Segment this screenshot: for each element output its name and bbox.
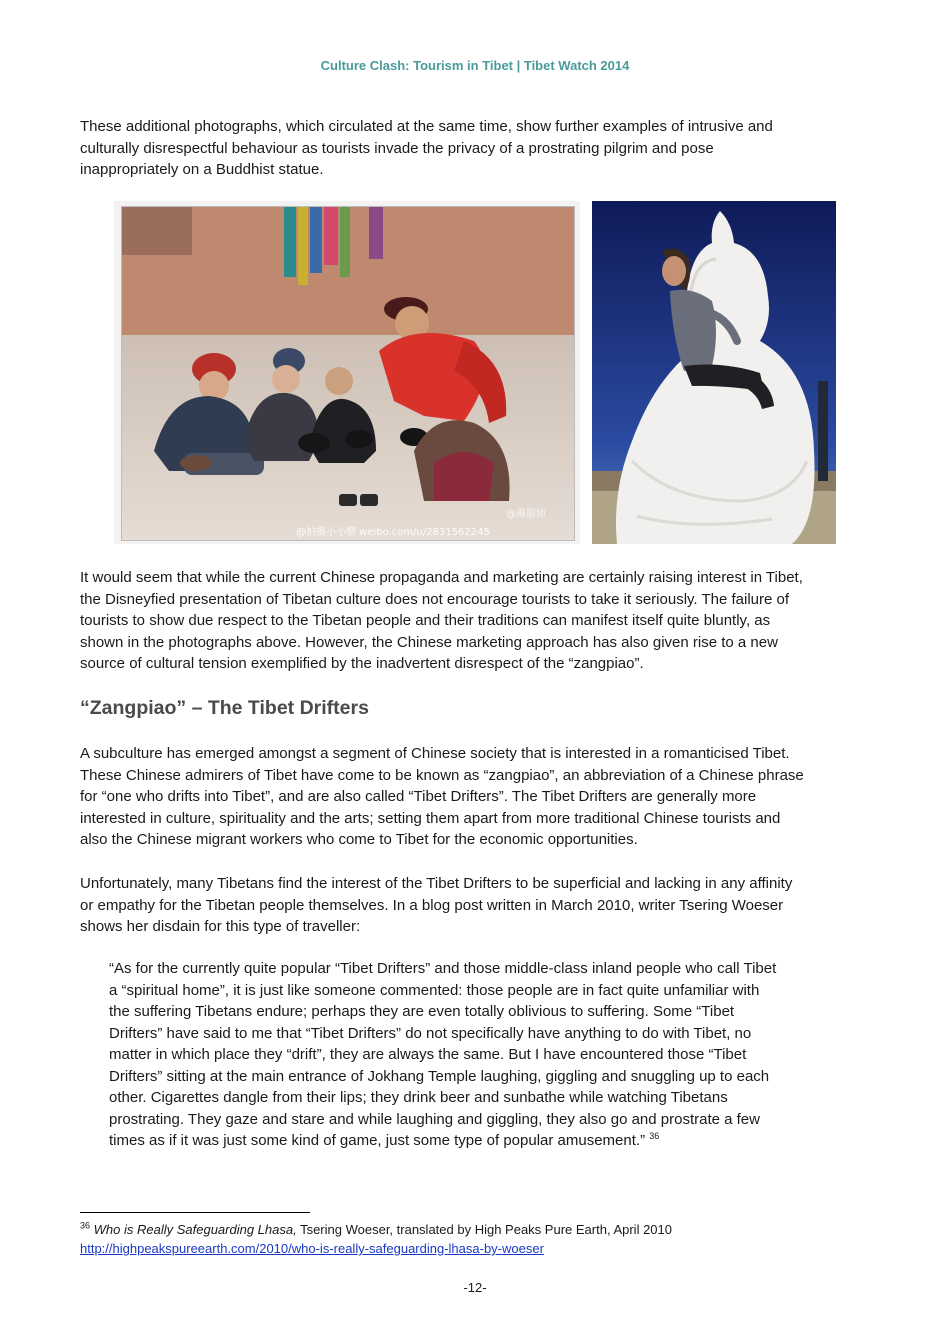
- footnote-title: Who is Really Safeguarding Lhasa,: [93, 1222, 297, 1237]
- text-line: source of cultural tension exemplified by the inadvertent disrespect of the “zangpiao”.: [80, 655, 644, 672]
- photo-watermark-2: @摄影师: [506, 509, 546, 520]
- text-line: inappropriately on a Buddhist statue.: [80, 161, 324, 178]
- quote-line: other. Cigarettes dangle from their lips; they drink beer and sunbathe while watching Tibetans: [109, 1089, 728, 1106]
- quote-line: a “spiritual home”, it is just like someone commented: those people are in fact quite unfamiliar with: [109, 981, 760, 999]
- photo-tourist-on-statue: [592, 201, 836, 544]
- text-line: These Chinese admirers of Tibet have come to be known as “zangpiao”, an abbreviation of a Chinese phrase: [80, 766, 804, 784]
- photo-tourists-pilgrim: [114, 201, 580, 544]
- paragraph-propaganda: [80, 567, 870, 675]
- quote-line: [109, 1130, 870, 1152]
- block-quote: [109, 958, 870, 1152]
- text-line: the Disneyfied presentation of Tibetan culture does not encourage tourists to take it seriously. The failure of: [80, 590, 790, 608]
- footnote-citation: [80, 1220, 672, 1239]
- text-line: for “one who drifts into Tibet”, and are also called “Tibet Drifters”. The Tibet Drifters are generally more: [80, 788, 757, 805]
- quote-line: Drifters” have said to me that “Tibet Drifters” do not specifically have anything to do with Tibet, no: [109, 1024, 752, 1042]
- footnote-number: 36: [80, 1220, 91, 1231]
- paragraph-unfortunately: [80, 873, 870, 938]
- paragraph-intro: [80, 116, 870, 181]
- quote-line: matter in which place they “drift”, they are always the same. But I have encountered those “Tibet: [109, 1046, 747, 1063]
- quote-last-text: times as if it was just some kind of game, just some type of popular amusement.”: [109, 1132, 646, 1149]
- text-line: interested in culture, spirituality and the arts; setting them apart from more traditional Chinese tourists and: [80, 809, 781, 827]
- footnote: [80, 1220, 672, 1258]
- paragraph-subculture: [80, 743, 870, 851]
- text-line: These additional photographs, which circulated at the same time, show further examples of intrusive and: [80, 118, 773, 135]
- footnote-reference: 36: [649, 1131, 660, 1141]
- running-header: Culture Clash: Tourism in Tibet | Tibet Watch 2014: [320, 58, 630, 73]
- quote-line: the suffering Tibetans endure; perhaps they are even totally oblivious to suffering. Some “Tibet: [109, 1003, 735, 1020]
- quote-line: prostrating. They gaze and stare and while laughing and giggling, they also go and prostrate a few: [109, 1110, 760, 1128]
- footnote-divider: [80, 1212, 310, 1213]
- text-line: or empathy for the Tibetan people themselves. In a blog post written in March 2010, writer Tsering Woeser: [80, 896, 784, 914]
- text-line: It would seem that while the current Chinese propaganda and marketing are certainly raising interest in Tibet,: [80, 569, 803, 586]
- footnote-detail: Tsering Woeser, translated by High Peaks Pure Earth, April 2010: [296, 1222, 672, 1237]
- text-line: culturally disrespectful behaviour as tourists invade the privacy of a prostrating pilgrim and pose: [80, 139, 714, 157]
- text-line: shows her disdain for this type of traveller:: [80, 918, 361, 935]
- page-number: -12-: [463, 1280, 487, 1295]
- section-heading: “Zangpiao” – The Tibet Drifters: [80, 697, 369, 719]
- photo-watermark: @拍摄小小僧 weibo.com/u/2831562245: [296, 527, 490, 538]
- quote-line: “As for the currently quite popular “Tibet Drifters” and those middle-class inland people who call Tibet: [109, 960, 777, 977]
- quote-line: Drifters” sitting at the main entrance of Jokhang Temple laughing, giggling and snuggling up to each: [109, 1067, 770, 1085]
- text-line: Unfortunately, many Tibetans find the interest of the Tibet Drifters to be superficial and lacking in any affinity: [80, 875, 793, 892]
- text-line: shown in the photographs above. However, the Chinese marketing approach has also given rise to a new: [80, 633, 778, 651]
- footnote-link[interactable]: http://highpeakspureearth.com/2010/who-is-really-safeguarding-lhasa-by-woeser: [80, 1241, 544, 1256]
- text-line: also the Chinese migrant workers who come to Tibet for the economic opportunities.: [80, 831, 638, 848]
- text-line: A subculture has emerged amongst a segment of Chinese society that is interested in a romanticised Tibet.: [80, 745, 790, 762]
- text-line: tourists to show due respect to the Tibetan people and their traditions can manifest itself quite bluntly, as: [80, 612, 771, 629]
